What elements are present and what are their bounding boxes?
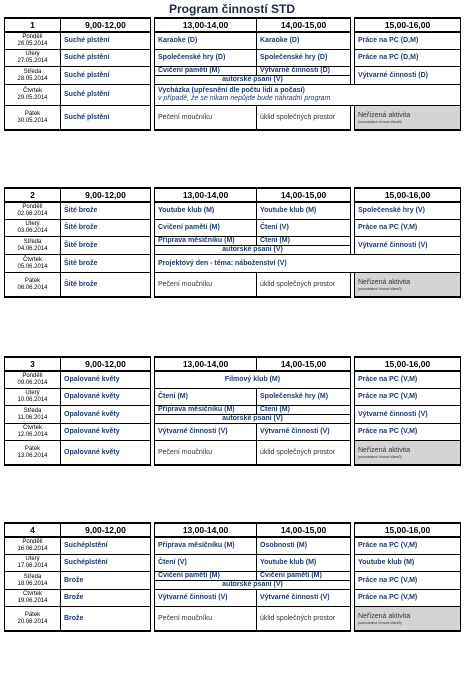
day-date: 28.05.2014 — [17, 75, 48, 82]
activity-15-16: Práce na PC (D,M) — [355, 32, 461, 50]
morning-activity: Brože — [61, 607, 151, 632]
morning-activity: Brože — [61, 590, 151, 607]
activity-14-15: úklid společných prostor — [257, 273, 351, 298]
time-header: 13,00-14,00 — [155, 188, 257, 202]
activity-14-15: Čtení (V) — [257, 220, 351, 237]
day-date: 19.06.2014 — [17, 598, 48, 604]
morning-activity: Šité brože — [61, 220, 151, 237]
week-number: 1 — [5, 18, 61, 32]
activity-14-15: úklid společných prostor — [257, 607, 351, 632]
activity-14-15: Osobnosti (M) — [257, 537, 351, 555]
table-row — [5, 406, 461, 415]
day-cell — [5, 255, 61, 273]
activity-15-16-note: (samostatná činnost klientů) — [358, 119, 402, 124]
table-row — [5, 106, 461, 131]
morning-activity: Suché plstění — [61, 67, 151, 85]
activity-14-15: Youtube klub (M) — [257, 555, 351, 572]
sub-activity: autorské psaní (V) — [155, 415, 351, 424]
day-cell — [5, 424, 61, 441]
activity-13-14: Čtení (M) — [155, 389, 257, 406]
week-table — [4, 522, 461, 632]
activity-13-14: Pečení moučníku — [155, 273, 257, 298]
day-name: Pondělí — [22, 34, 43, 40]
week-number: 2 — [5, 188, 61, 202]
day-date: 17.06.2014 — [17, 563, 48, 569]
table-row — [5, 389, 461, 406]
activity-14-15: Výtvarné činnosti (V) — [257, 590, 351, 607]
day-cell — [5, 607, 61, 632]
morning-activity: Opalované květy — [61, 424, 151, 441]
activity-13-14: Výtvarné činnosti (V) — [155, 424, 257, 441]
table-row — [5, 85, 461, 106]
activity-15-16: Práce na PC (D,M) — [355, 50, 461, 67]
day-cell — [5, 273, 61, 298]
day-cell — [5, 441, 61, 466]
morning-activity: Brože — [61, 572, 151, 590]
day-name: Pondělí — [22, 373, 43, 379]
activity-14-15: Karaoke (D) — [257, 32, 351, 50]
table-row — [5, 67, 461, 76]
time-header: 9,00-12,00 — [61, 188, 151, 202]
activity-15-16 — [355, 607, 461, 632]
activity-15-16-text: Neřízená aktivita — [358, 612, 411, 620]
week-table — [4, 187, 461, 298]
activity-13-14: Pečení moučníku — [155, 441, 257, 466]
day-name: Úterý — [25, 51, 40, 57]
day-date: 02.06.2014 — [17, 211, 48, 217]
time-header: 9,00-12,00 — [61, 357, 151, 371]
day-name: Pátek — [24, 611, 41, 618]
activity-13-14: Výtvarné činnosti (V) — [155, 590, 257, 607]
activity-14-15: Společenské hry (M) — [257, 389, 351, 406]
activity-13-14: Příprava měsíčníku (M) — [155, 406, 257, 415]
day-date: 12.06.2014 — [17, 432, 48, 438]
activity-15-16: Výtvarné činnosti (D) — [355, 67, 461, 85]
activity-13-14: Společenské hry (D) — [155, 50, 257, 67]
day-date: 13.06.2014 — [17, 452, 48, 459]
activity-15-16: Práce na PC (V,M) — [355, 220, 461, 237]
morning-activity: Opalované květy — [61, 371, 151, 389]
span-activity — [155, 255, 461, 273]
sub-activity: autorské psaní (V) — [155, 76, 351, 85]
day-cell — [5, 590, 61, 607]
activity-14-15: Společenské hry (D) — [257, 50, 351, 67]
table-row — [5, 555, 461, 572]
day-date: 26.05.2014 — [17, 41, 48, 47]
morning-activity: Šité brože — [61, 273, 151, 298]
day-name: Čtvrtek — [22, 591, 42, 597]
time-header: 9,00-12,00 — [61, 18, 151, 32]
activity-14-15: Výtvarné činnosti (D) — [257, 67, 351, 76]
span-activity — [155, 85, 461, 106]
activity-15-16: Práce na PC (V,M) — [355, 389, 461, 406]
activity-15-16: Výtvarné činnosti (V) — [355, 237, 461, 255]
day-name: Úterý — [25, 390, 40, 396]
day-date: 18.06.2014 — [17, 580, 48, 587]
activity-15-16: Práce na PC (V,M) — [355, 590, 461, 607]
activity-14-15: úklid společných prostor — [257, 441, 351, 466]
activity-14-15: Cvičení paměti (M) — [257, 572, 351, 581]
day-name: Úterý — [25, 221, 40, 227]
day-date: 16.06.2014 — [17, 546, 48, 552]
activity-13-14: Příprava měsíčníku (M) — [155, 537, 257, 555]
activity-14-15: Čtení (M) — [257, 406, 351, 415]
table-row — [5, 371, 461, 389]
time-header: 14,00-15,00 — [257, 523, 351, 537]
day-name: Čtvrtek — [22, 88, 42, 94]
day-name: Středa — [23, 68, 42, 75]
activity-14-15: Čtení (M) — [257, 237, 351, 246]
activity-15-16: Práce na PC (V,M) — [355, 424, 461, 441]
day-date: 30.05.2014 — [17, 117, 48, 124]
activity-15-16-note: (samostatná činnost klientů) — [358, 620, 402, 625]
table-row — [5, 273, 461, 298]
morning-activity: Šité brože — [61, 202, 151, 220]
week-number: 3 — [5, 357, 61, 371]
day-name: Pátek — [24, 110, 41, 117]
day-cell — [5, 389, 61, 406]
activity-13-14: Karaoke (D) — [155, 32, 257, 50]
activity-14-15: Youtube klub (M) — [257, 202, 351, 220]
day-name: Čtvrtek — [22, 425, 42, 431]
day-cell — [5, 220, 61, 237]
time-header: 15,00-16,00 — [355, 523, 461, 537]
table-row — [5, 424, 461, 441]
activity-15-16-text: Neřízená aktivita — [358, 111, 411, 119]
day-cell — [5, 406, 61, 424]
table-row — [5, 32, 461, 50]
table-row — [5, 202, 461, 220]
day-name: Středa — [23, 573, 42, 580]
day-date: 27.05.2014 — [17, 58, 48, 64]
activity-13-14: Cvičení paměti (M) — [155, 572, 257, 581]
activity-15-16: Youtube klub (M) — [355, 555, 461, 572]
day-name: Středa — [23, 238, 42, 245]
day-name: Pátek — [24, 277, 41, 284]
day-date: 04.06.2014 — [17, 245, 48, 252]
day-date: 09.06.2014 — [17, 380, 48, 386]
day-date: 20.06.2014 — [17, 618, 48, 625]
span-activity-text: Projektový den - téma: náboženství (V) — [158, 259, 287, 267]
day-date: 06.06.2014 — [17, 284, 48, 291]
merged-activity: Filmový klub (M) — [155, 371, 351, 389]
morning-activity: Opalované květy — [61, 406, 151, 424]
day-cell — [5, 50, 61, 67]
time-header: 14,00-15,00 — [257, 18, 351, 32]
span-activity-note: v případě, že se nikam nepůjde bude náhradní program — [158, 95, 331, 102]
table-row — [5, 607, 461, 632]
activity-15-16 — [355, 106, 461, 131]
page-title: Program činností STD — [168, 2, 296, 16]
activity-15-16-text: Neřízená aktivita — [358, 446, 411, 454]
activity-14-15: úklid společných prostor — [257, 106, 351, 131]
morning-activity: Suchéplstění — [61, 537, 151, 555]
morning-activity: Suché plstění — [61, 85, 151, 106]
day-cell — [5, 537, 61, 555]
time-header: 13,00-14,00 — [155, 357, 257, 371]
sub-activity: autorské psaní (V) — [155, 581, 351, 590]
morning-activity: Suché plstění — [61, 50, 151, 67]
day-cell — [5, 106, 61, 131]
morning-activity: Šité brože — [61, 255, 151, 273]
day-name: Pátek — [24, 445, 41, 452]
day-date: 05.06.2014 — [17, 263, 48, 270]
day-name: Úterý — [25, 556, 40, 562]
activity-15-16-note: (samostatná činnost klientů) — [358, 454, 402, 459]
day-name: Středa — [23, 407, 42, 414]
day-name: Pondělí — [22, 539, 43, 545]
day-cell — [5, 202, 61, 220]
activity-14-15: Výtvarné činnosti (V) — [257, 424, 351, 441]
activity-15-16: Výtvarné činnosti (V) — [355, 406, 461, 424]
activity-15-16: Práce na PC (V,M) — [355, 371, 461, 389]
activity-13-14: Pečení moučníku — [155, 607, 257, 632]
activity-13-14: Příprava měsíčníku (M) — [155, 237, 257, 246]
time-header: 14,00-15,00 — [257, 188, 351, 202]
week-number: 4 — [5, 523, 61, 537]
activity-13-14: Čtení (V) — [155, 555, 257, 572]
day-cell — [5, 555, 61, 572]
activity-13-14: Cvičení paměti (M) — [155, 67, 257, 76]
day-cell — [5, 85, 61, 106]
table-row — [5, 237, 461, 246]
table-row — [5, 255, 461, 273]
time-header: 15,00-16,00 — [355, 18, 461, 32]
activity-15-16-text: Neřízená aktivita — [358, 278, 411, 286]
day-date: 29.05.2014 — [17, 95, 48, 101]
activity-15-16 — [355, 273, 461, 298]
week-table — [4, 17, 461, 131]
activity-13-14: Cvičení paměti (M) — [155, 220, 257, 237]
activity-15-16-note: (samostatná činnost klientů) — [358, 286, 402, 291]
day-cell — [5, 67, 61, 85]
week-table — [4, 356, 461, 466]
morning-activity: Suchéplstění — [61, 555, 151, 572]
day-date: 03.06.2014 — [17, 228, 48, 234]
activity-15-16 — [355, 441, 461, 466]
day-name: Čtvrtek — [22, 256, 42, 263]
time-header: 15,00-16,00 — [355, 188, 461, 202]
activity-15-16: Společenské hry (V) — [355, 202, 461, 220]
time-header: 13,00-14,00 — [155, 18, 257, 32]
table-row — [5, 220, 461, 237]
day-cell — [5, 237, 61, 255]
sub-activity: autorské psaní (V) — [155, 246, 351, 255]
time-header: 13,00-14,00 — [155, 523, 257, 537]
activity-15-16: Práce na PC (V,M) — [355, 572, 461, 590]
time-header: 15,00-16,00 — [355, 357, 461, 371]
time-header: 9,00-12,00 — [61, 523, 151, 537]
time-header: 14,00-15,00 — [257, 357, 351, 371]
span-activity-text: Vycházka (upřesnění dle počtu lidí a počasí) — [158, 87, 305, 94]
table-row — [5, 50, 461, 67]
activity-15-16: Práce na PC (V,M) — [355, 537, 461, 555]
day-cell — [5, 572, 61, 590]
morning-activity: Suché plstění — [61, 32, 151, 50]
day-date: 10.06.2014 — [17, 397, 48, 403]
day-name: Pondělí — [22, 204, 43, 210]
activity-13-14: Pečení moučníku — [155, 106, 257, 131]
day-cell — [5, 32, 61, 50]
table-row — [5, 572, 461, 581]
table-row — [5, 590, 461, 607]
day-cell — [5, 371, 61, 389]
activity-13-14: Youtube klub (M) — [155, 202, 257, 220]
table-row — [5, 537, 461, 555]
table-row — [5, 441, 461, 466]
morning-activity: Opalované květy — [61, 389, 151, 406]
morning-activity: Opalované květy — [61, 441, 151, 466]
morning-activity: Šité brože — [61, 237, 151, 255]
day-date: 11.06.2014 — [17, 414, 48, 421]
morning-activity: Suché plstění — [61, 106, 151, 131]
